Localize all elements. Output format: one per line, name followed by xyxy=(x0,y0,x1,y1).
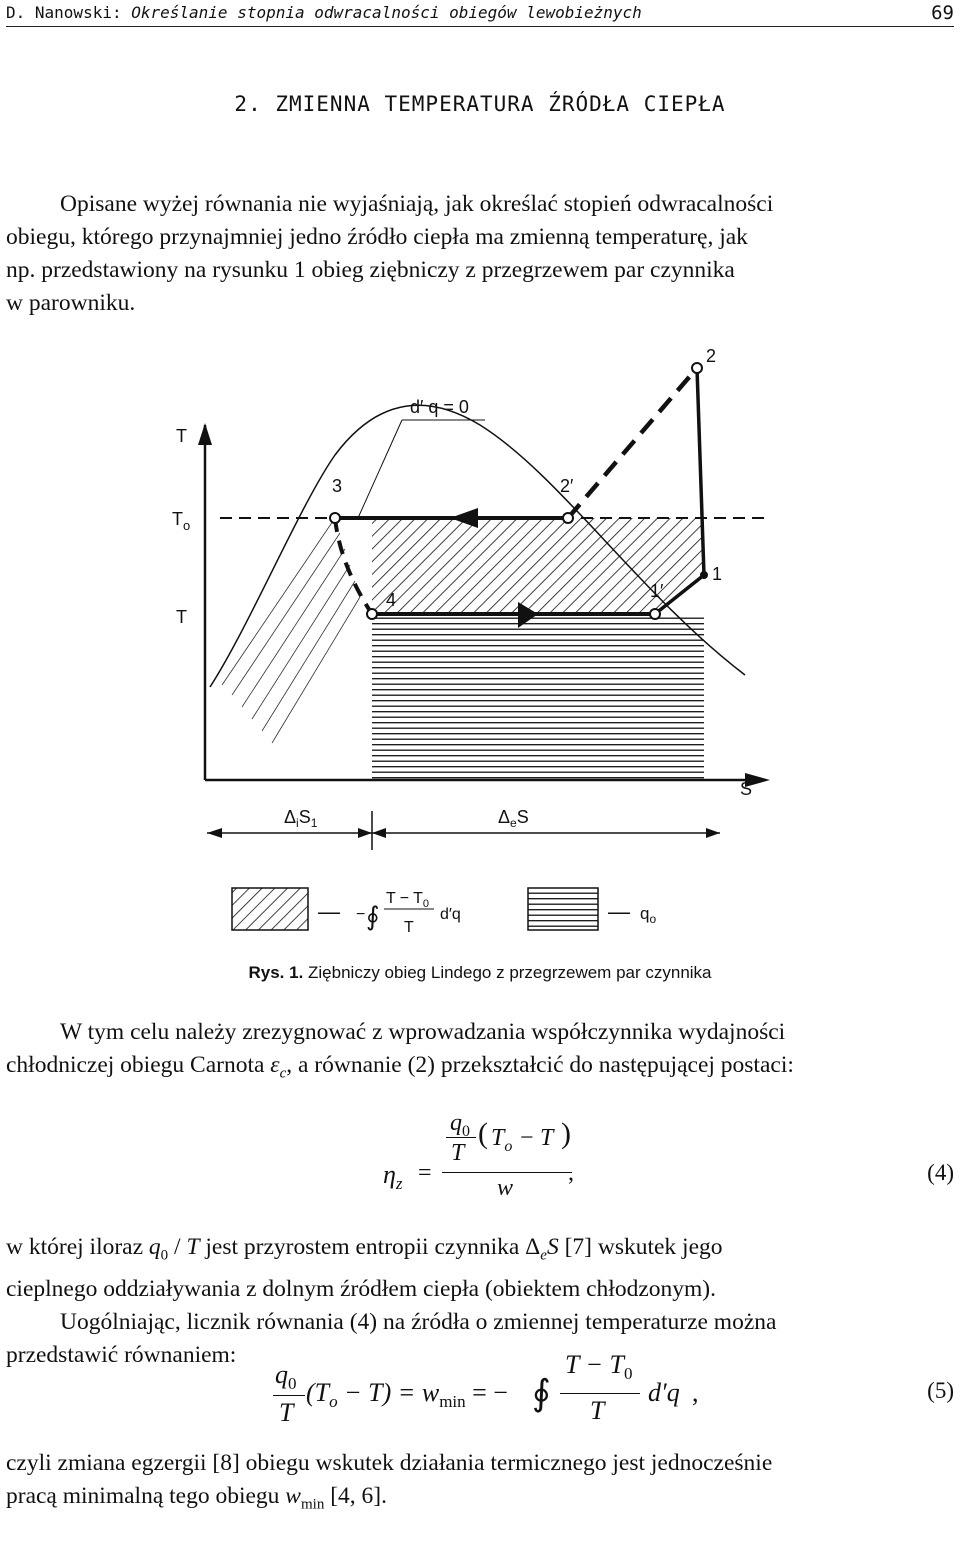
eq4-paren-open: ( xyxy=(478,1117,488,1150)
point-1-label: 1 xyxy=(712,564,723,584)
eq4-T2: T xyxy=(540,1125,554,1151)
eq5-comma: , xyxy=(692,1378,699,1407)
point-1-marker xyxy=(700,571,708,579)
legend-diagonal-swatch xyxy=(232,888,308,930)
paragraph-line: chłodniczej obiegu Carnota $\varepsilon_c$, a równanie (2) przekształcić do następującej postaci: xyxy=(6,1052,794,1082)
span-arrow-mid-right xyxy=(372,828,386,838)
legend2-dash: — xyxy=(608,899,630,924)
eq4-q: $q_0$ xyxy=(450,1110,470,1140)
paragraph-line: Uogólniając, licznik równania (4) na źródła o zmiennej temperaturze można xyxy=(60,1308,777,1335)
point-3-label: 3 xyxy=(332,476,343,496)
figure-caption xyxy=(0,963,960,983)
eq5-dq: d′q xyxy=(648,1378,680,1407)
dq-zero-label: d′ q = 0 xyxy=(410,397,469,417)
point-2-label: 2 xyxy=(706,346,717,366)
caption-text: Ziębniczy obieg Lindego z przegrzewem par czynnika xyxy=(303,963,712,982)
eq5-middle: $(T_o - T) = w_{min}$ = − xyxy=(306,1378,508,1412)
point-4-label: 4 xyxy=(386,590,397,610)
hatch-mask-left xyxy=(335,518,372,614)
header-title: Określanie stopnia odwracalności obiegów lewobieżnych xyxy=(131,3,642,22)
dq-pointer xyxy=(358,420,402,518)
contour-integral-icon: ∮ xyxy=(532,1373,551,1413)
t-axis-arrow xyxy=(198,423,212,445)
eq4-paren-close: ) xyxy=(561,1117,571,1150)
paragraph-line: w parowniku. xyxy=(6,290,136,316)
paragraph-intro xyxy=(6,188,954,320)
t-label: T xyxy=(176,607,187,627)
paragraph-line: czyli zmiana egzergii [8] obiegu wskutek działania termicznego jest jednocześnie xyxy=(6,1450,773,1476)
point-4-marker xyxy=(367,609,377,619)
caption-label: Rys. 1. xyxy=(248,963,304,982)
eq4-To: $T_o$ xyxy=(491,1125,513,1155)
paragraph-line: np. przedstawiony na rysunku 1 obieg ziębniczy z przegrzewem par czynnika xyxy=(6,257,735,283)
running-header xyxy=(6,0,954,27)
eq4-inner-bar xyxy=(446,1137,476,1138)
compression-line xyxy=(568,368,697,518)
epsilon-symbol: ε xyxy=(270,1052,280,1078)
eq5-number: (5) xyxy=(927,1378,954,1403)
eq5-num: $T - T_0$ xyxy=(565,1350,633,1384)
point-1p-marker xyxy=(650,609,660,619)
span-arrow-left xyxy=(207,828,222,838)
section-title: 2. ZMIENNA TEMPERATURA ŹRÓDŁA CIEPŁA xyxy=(234,92,726,116)
paragraph-line: przedstawić równaniem: xyxy=(6,1341,237,1368)
eq5-T: T xyxy=(279,1398,294,1427)
legend2-q: $q_o$ xyxy=(640,904,657,926)
paragraph-line: obiegu, którego przynajmniej jedno źródło ciepła ma zmienną temperaturę, jak xyxy=(6,224,748,250)
eq5-q: $q_0$ xyxy=(275,1360,297,1394)
eq4-equals: = xyxy=(418,1160,432,1186)
eq4-comma: , xyxy=(568,1160,574,1186)
axis-t-label: T xyxy=(176,426,187,446)
point-1p-label: 1′ xyxy=(650,581,664,601)
point-2p-marker xyxy=(563,513,573,523)
delta-es-label: $\Delta_eS$ xyxy=(498,807,529,830)
to-label: $T_o$ xyxy=(172,509,191,533)
point-2p-label: 2′ xyxy=(560,476,574,496)
eq4-den: w xyxy=(497,1175,514,1201)
paragraph-line: cieplnego oddziaływania z dolnym źródłem ciepła (obiektem chłodzonym). xyxy=(6,1275,716,1302)
ts-diagram xyxy=(0,335,960,935)
legend1-numerator: $T - T_0$ xyxy=(386,890,430,910)
legend1-dash: — xyxy=(318,899,340,924)
header-author: D. Nanowski: xyxy=(6,3,132,22)
legend1-denominator: T xyxy=(404,919,414,935)
page-number: 69 xyxy=(931,2,954,24)
point-3-marker xyxy=(330,513,340,523)
paragraph-line: pracą minimalną tego obiegu $w_{min}$ [4, 6]. xyxy=(6,1483,387,1513)
delta-is-label: $\Delta_iS_1$ xyxy=(284,807,318,830)
eq5-right-bar xyxy=(560,1393,640,1394)
eq4-lhs: $\eta_z$ xyxy=(383,1160,403,1194)
paragraph-line: w której iloraz $q_0$ / T jest przyrostem entropii czynnika $\Delta_eS$ [7] wskutek jego xyxy=(6,1234,723,1264)
legend-horizontal-swatch xyxy=(528,888,598,930)
paragraph-line: W tym celu należy zrezygnować z wprowadzania współczynnika wydajności xyxy=(60,1019,786,1045)
span-arrow-right xyxy=(706,828,720,838)
contour-integral-icon: ∮ xyxy=(366,901,380,931)
paragraph-4 xyxy=(6,1447,954,1522)
point-2-marker xyxy=(692,363,702,373)
paragraph-2 xyxy=(6,1016,954,1091)
eq5-den: T xyxy=(590,1396,605,1425)
heat-area-horizontal xyxy=(372,614,704,780)
paragraph-line: Opisane wyżej równania nie wyjaśniają, jak określać stopień odwracalności xyxy=(60,191,774,217)
paragraph-3 xyxy=(6,1231,954,1372)
eq4-minus: − xyxy=(520,1125,534,1151)
span-arrow-mid-left xyxy=(358,828,372,838)
legend1-dq: d′q xyxy=(440,906,461,923)
eq4-main-bar xyxy=(442,1172,572,1173)
header-text xyxy=(6,0,642,26)
eq4-number: (4) xyxy=(927,1160,954,1185)
eq4-T: T xyxy=(451,1140,465,1166)
legend1-minus: − xyxy=(356,906,366,923)
eq5-left-bar xyxy=(273,1395,305,1396)
axis-s-label: S xyxy=(740,779,753,799)
